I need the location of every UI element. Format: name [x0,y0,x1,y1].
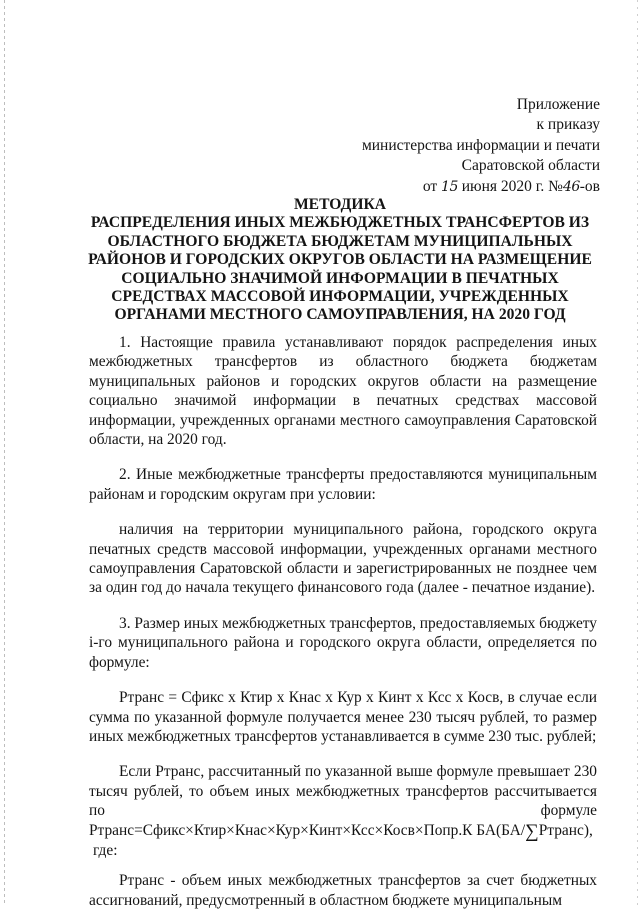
formula-right: Ртранс), [538,821,593,839]
approval-date-prefix: от [422,177,438,195]
formula-left: Ртранс=Сфикс×Ктир×Кнас×Кур×Кинт×Ксс×Косв×Попр.К БА(БА/ [89,821,526,839]
where-label: где: [93,841,118,859]
paragraph-3: наличия на территории муниципального района, городского округа печатных средств массовой информации, учрежденных органами местного самоуправления Саратовской области и зарегистрированных не позднее чем за один год до начала текущего финансового года (далее - печатное издание). [89,521,597,597]
title-line-3: ОБЛАСТНОГО БЮДЖЕТА БЮДЖЕТАМ МУНИЦИПАЛЬНЫХ [107,232,573,250]
sum-symbol: ∑ [525,820,539,842]
approval-date-day: 15 [441,178,458,195]
document-title [80,196,600,325]
document-body [89,333,597,910]
approval-line-1: Приложение [516,96,600,113]
scan-edge-right [637,0,638,905]
paragraph-7: Ртранс - объем иных межбюджетных трансфертов за счет бюджетных ассигнований, предусмотренный в областном бюджете муниципальным [89,872,597,909]
approval-line-5 [362,177,600,197]
approval-block [362,95,600,197]
approval-line-2: к приказу [536,116,600,134]
title-line-6: СРЕДСТВАХ МАССОВОЙ ИНФОРМАЦИИ, УЧРЕЖДЕННЫХ [111,288,569,306]
paragraph-5: Ртранс = Сфикс х Ктир х Кнас х Кур х Кинт х Ксс х Косв, в случае если сумма по указанной формуле получается менее 230 тысяч рублей, то размер иных межбюджетных трансфертов устанавливается в сумме 230 тыс. рублей; [89,689,597,745]
title-line-4: РАЙОНОВ И ГОРОДСКИХ ОКРУГОВ ОБЛАСТИ НА РАЗМЕЩЕНИЕ [88,251,592,269]
approval-line-3: министерства информации и печати [361,136,600,154]
approval-date-middle: июня 2020 г. № [461,177,563,195]
title-line-1: МЕТОДИКА [293,196,387,213]
formula [89,821,597,841]
title-line-5: СОЦИАЛЬНО ЗНАЧИМОЙ ИНФОРМАЦИИ В ПЕЧАТНЫХ [121,269,559,287]
scan-edge-left [4,0,5,905]
paragraph-2: 2. Иные межбюджетные трансферты предоставляются муниципальным районам и городским округам при условии: [89,466,597,503]
approval-order-suffix: -ов [579,177,600,195]
title-line-7: ОРГАНАМИ МЕСТНОГО САМОУПРАВЛЕНИЯ, НА 2020 ГОД [114,306,566,324]
paragraph-1: 1. Настоящие правила устанавливают порядок распределения иных межбюджетных трансфертов из областного бюджета бюджетам муниципальных районов и городских округов области на размещение социально значимой информации в печатных средствах массовой информации, учрежденных органами местного самоуправления Саратовской области, на 2020 год. [89,334,597,449]
approval-line-4: Саратовской области [461,157,600,175]
paragraph-4: 3. Размер иных межбюджетных трансфертов, предоставляемых бюджету i-го муниципального района и городского округа области, определяется по формуле: [89,614,597,671]
approval-order-number: 46 [562,178,580,195]
title-line-2: РАСПРЕДЕЛЕНИЯ ИНЫХ МЕЖБЮДЖЕТНЫХ ТРАНСФЕРТОВ ИЗ [90,214,590,232]
paragraph-6: Если Ртранс, рассчитанный по указанной выше формуле превышает 230 тысяч рублей, то объем иных межбюджетных трансфертов рассчитывается по формуле [89,763,597,820]
